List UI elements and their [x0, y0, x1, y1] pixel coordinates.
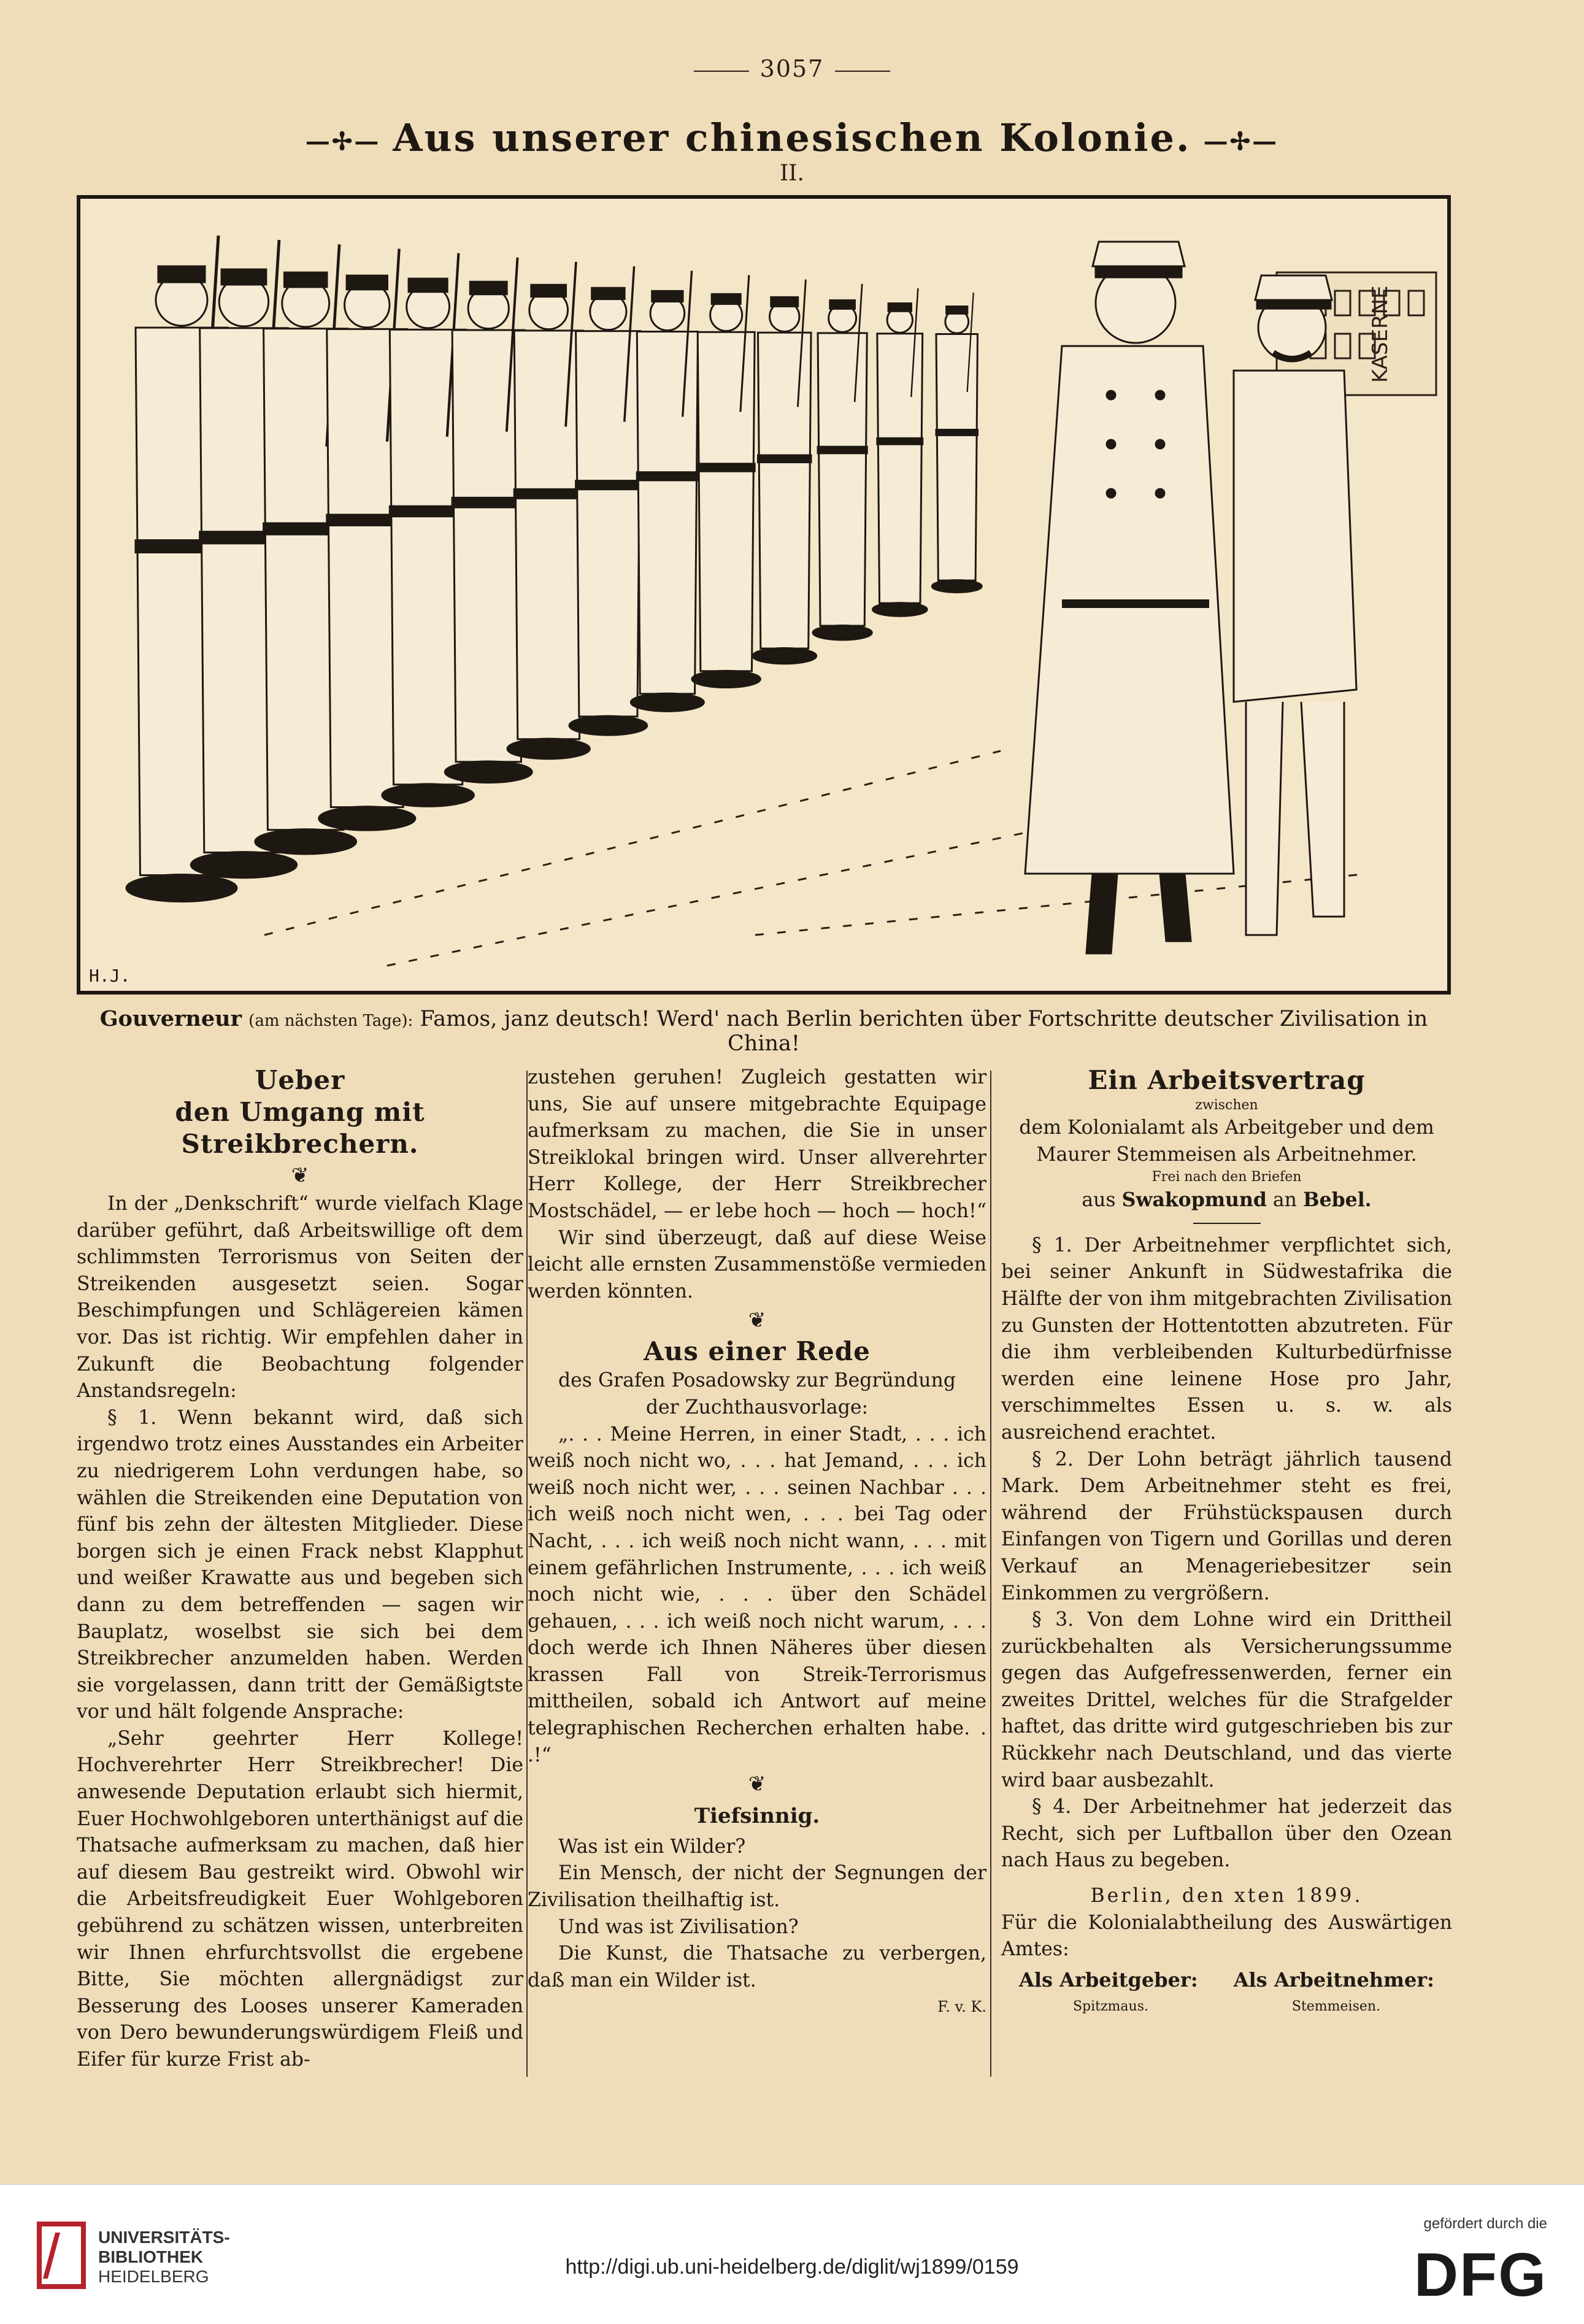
answer: Ein Mensch, der nicht der Segnungen der Zivilisation theilhaftig ist.	[528, 1862, 986, 1912]
article-title-line1: Ueber	[255, 1065, 345, 1095]
library-footer	[0, 2184, 1584, 2324]
author-initials: F. v. K.	[937, 1998, 986, 2016]
page-number: 3057	[0, 55, 1584, 82]
signature-names	[1001, 1993, 1452, 2020]
soldier-figure	[872, 288, 927, 616]
contract-parties: dem Kolonialamt als Arbeitgeber und dem Maurer Stemmeisen als Arbeitnehmer.	[1019, 1117, 1434, 1166]
article-title: Ein Arbeitsvertrag	[1088, 1065, 1366, 1095]
paragraph: § 1. Wenn bekannt wird, daß sich irgendwo trotz eines Ausstandes ein Arbeiter zu niedrigerem Lohn verdungen habe, so wählen die Streikenden eine Deputation von fünf bis zehn der ältesten Mitglieder. Diese borgen sich je einen Frack nebst Klapphut und weißer Krawatte aus und begeben sich dann zu dem betreffenden — sagen wir Bauplatz, woselbst sie sich bei dem Streikbrecher anzumelden haben. Werden sie vorgelassen, dann tritt der Gemäßigtste vor und hält folgende Ansprache:	[77, 1406, 523, 1723]
article-streikbrecher	[77, 1064, 523, 2074]
paragraph: zustehen geruhen! Zugleich gestatten wir uns, Sie auf unsere mitgebrachte Equipage aufmerksam zu machen, die Sie in unser Streiklokal bringen wird. Unser allverehrter Herr Kollege, der Herr Streikbrecher Mostschädel, — er lebe hoch — hoch — hoch!“	[528, 1066, 986, 1222]
barracks-sign: KASERNE	[1368, 285, 1393, 383]
headline-ornament-left-icon: —✢—	[305, 126, 381, 156]
article-arbeitsvertrag	[1001, 1064, 1452, 2020]
officer-figure	[1234, 275, 1356, 935]
employer-name: Spitzmaus.	[1072, 1999, 1148, 2015]
soldier-figure	[932, 293, 982, 592]
cartoon-illustration	[77, 195, 1451, 995]
soldier-figure	[692, 275, 760, 687]
contract-section: § 1. Der Arbeitnehmer verpflichtet sich, bei seiner Ankunft in Südwestafrika die Hälfte der von ihm mitgebrachten Zivilisation zu Gunsten der Hottentotten abzutreten. Für die ihm verbleibenden Kulturbedürfnisse werden eine leinene Hose pro Jahr, verschimmeltes Essen u. s. w. als ausreichend erachtet.	[1001, 1234, 1452, 1444]
question: Was ist ein Wilder?	[558, 1835, 746, 1858]
source-note: Frei nach den Briefen	[1151, 1169, 1302, 1185]
signature-labels	[1001, 1967, 1452, 1994]
zwischen-label: zwischen	[1195, 1098, 1258, 1113]
permalink-url[interactable]: http://digi.ub.uni-heidelberg.de/diglit/wj1899/0159	[565, 2255, 1019, 2279]
soldier-figure	[753, 280, 817, 664]
article-subtitle: der Zuchthausvorlage:	[645, 1396, 869, 1418]
dfg-logo: DFG	[1413, 2241, 1547, 2309]
speech-quote: „. . . Meine Herren, in einer Stadt, . . . ich weiß noch nicht wo, . . . hat Jemand, . . . ich weiß noch nicht wer, . . . seinen Nachbar . . . ich weiß noch nicht wen, . . . bei Tag oder Nacht, . . . ich weiß noch nicht wann, . . . mit einem gefährlichen Instrumente, . . . ich weiß noch nicht wie, . . . über den Schädel gehauen, . . . ich weiß noch nicht warum, . . . doch werde ich Ihnen Näheres über diesen krassen Fall von Streik-Terrorismus mittheilen, sobald ich Antwort auf meine telegraphischen Recherchen erhalten habe. . .!“	[528, 1423, 986, 1766]
caption-context: (am nächsten Tage):	[248, 1012, 413, 1030]
contract-section: § 4. Der Arbeitnehmer hat jederzeit das Recht, sich per Luftballon über den Ozean nach Haus zu begeben.	[1001, 1796, 1452, 1872]
caption-speaker: Gouverneur	[99, 1006, 242, 1031]
soldier-figure	[631, 271, 704, 711]
caption-text: Famos, janz deutsch! Werd' nach Berlin berichten über Fortschritte deutscher Zivilisation in China!	[420, 1007, 1428, 1056]
question: Und was ist Zivilisation?	[558, 1915, 799, 1938]
paragraph: „Sehr geehrter Herr Kollege! Hochverehrter Herr Streikbrecher! Die anwesende Deputation erlaubt sich hiermit, Euer Hochwohlgeboren unterthänigst auf die Thatsache aufmerksam zu machen, daß hier auf diesem Bau gestreikt wird. Obwohl wir die Arbeitsfreudigkeit Euer Wohlgeboren gebührend zu schätzen wissen, unterbreiten wir Ihnen ehrfurchtsvollst die ergebene Bitte, Sie möchten allergnädigst zur Besserung des Looses unserer Kameraden von Dero bewunderungswürdigem Fleiß und Eifer für kurze Frist ab-	[77, 1727, 523, 2071]
article-subtitle: des Grafen Posadowsky zur Begründung	[558, 1369, 956, 1392]
employer-label: Als Arbeitgeber:	[1019, 1968, 1198, 1991]
employee-name: Stemmeisen.	[1291, 1999, 1381, 2015]
column-divider-2	[990, 1071, 991, 2077]
ornament-icon: ❦	[748, 1772, 766, 1797]
column-middle	[528, 1064, 986, 2021]
paragraph: Wir sind überzeugt, daß auf diese Weise leicht alle ernsten Zusammenstöße vermieden werden könnten.	[528, 1226, 986, 1302]
cartoon-drawing	[80, 199, 1447, 991]
cartoon-caption	[77, 1006, 1451, 1056]
contract-authority: Für die Kolonialabtheilung des Auswärtigen Amtes:	[1001, 1911, 1452, 1961]
soldier-figure	[813, 284, 872, 640]
article-title-rede: Aus einer Rede	[644, 1336, 871, 1367]
ornament-icon: ❦	[291, 1163, 309, 1188]
governor-figure	[1025, 242, 1234, 953]
contract-date: Berlin, den xten 1899.	[1090, 1885, 1363, 1907]
paragraph: In der „Denkschrift“ wurde vielfach Klage darüber geführt, daß Arbeitswillige oft dem schlimmsten Terrorismus von Seiten der Streikenden ausgesetzt seien. Sogar Beschimpfungen und Schlägereien kämen vor. Das ist richtig. Wir empfehlen daher in Zukunft die Beobachtung folgender Anstandsregeln:	[77, 1193, 523, 1402]
employee-label: Als Arbeitnehmer:	[1233, 1968, 1434, 1991]
contract-section: § 2. Der Lohn beträgt jährlich tausend Mark. Dem Arbeitnehmer steht es frei, während der Frühstückspausen durch Einfangen von Tigern und Gorillas und deren Verkauf an Menageriebesitzer sein Einkommen zu vergrößern.	[1001, 1448, 1452, 1604]
soldier-figure	[569, 266, 647, 735]
headline: —✢— Aus unserer chinesischen Kolonie. —✢—	[305, 115, 1279, 160]
article-title-tiefsinnig: Tiefsinnig.	[694, 1804, 820, 1829]
contract-section: § 3. Von dem Lohne wird ein Drittheil zurückbehalten als Versicherungssumme gegen das Aufgefressenwerden, ferner ein zweites Drittel, welches für die Strafgelder haftet, das dritte wird gutgeschrieben bis zur Rückkehr nach Deutschland, und das vierte wird baar ausbezahlt.	[1001, 1609, 1452, 1791]
artist-signature: H.J.	[89, 966, 131, 986]
funding-note: gefördert durch die	[1423, 2215, 1547, 2232]
headline-ornament-right-icon: —✢—	[1203, 126, 1279, 156]
answer: Die Kunst, die Thatsache zu verbergen, daß man ein Wilder ist.	[528, 1942, 986, 1991]
university-name: UNIVERSITÄTS- BIBLIOTHEK HEIDELBERG	[98, 2228, 230, 2286]
divider	[1193, 1223, 1261, 1224]
article-title-line2: den Umgang mit Streikbrechern.	[175, 1097, 425, 1159]
ornament-icon: ❦	[748, 1308, 766, 1333]
source-places: aus Swakopmund an Bebel.	[1082, 1188, 1372, 1212]
subhead: II.	[780, 161, 804, 186]
